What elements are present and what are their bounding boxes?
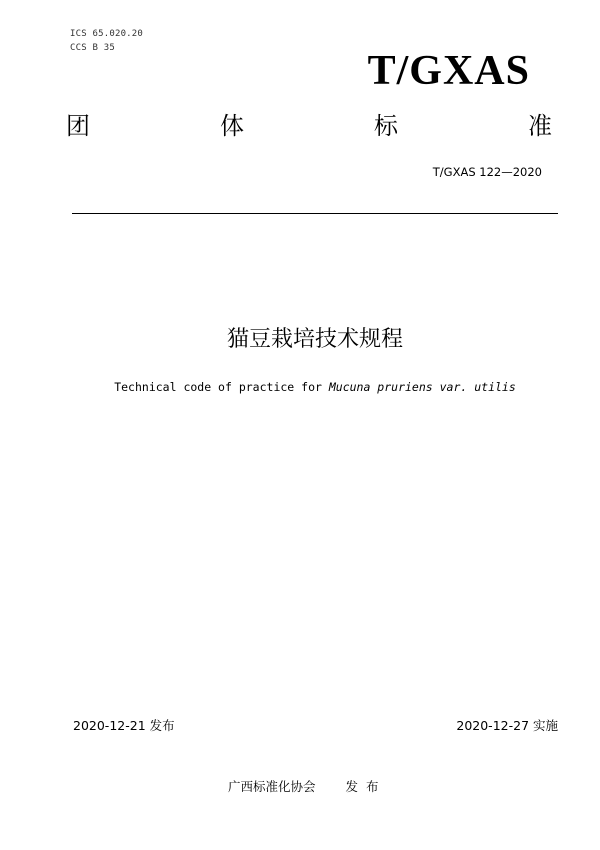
- standard-number: T/GXAS 122—2020: [432, 165, 542, 179]
- title-english-prefix: Technical code of practice for: [114, 380, 329, 394]
- standard-brand: T/GXAS: [367, 48, 530, 94]
- publish-char: 发: [345, 779, 359, 794]
- issue-date: 2020-12-21 发布: [73, 718, 175, 733]
- title-english-species: Mucuna pruriens var. utilis: [328, 380, 516, 394]
- publisher-org: 广西标准化协会: [228, 779, 316, 794]
- ccs-code: CCS B 35: [70, 43, 115, 53]
- standard-type-char: 团: [66, 112, 90, 140]
- standard-type: [66, 114, 552, 138]
- standard-type-char: 标: [374, 112, 398, 140]
- standard-type-char: 准: [528, 112, 552, 140]
- implementation-date: 2020-12-27 实施: [456, 718, 558, 733]
- ics-code: ICS 65.020.20: [70, 29, 144, 39]
- standard-type-char: 体: [220, 112, 244, 140]
- publish-char: 布: [366, 779, 379, 794]
- header-divider: [72, 213, 558, 214]
- document-title-chinese: 猫豆栽培技术规程: [226, 327, 403, 352]
- publisher-line: [228, 777, 379, 795]
- document-title-english: [0, 380, 600, 394]
